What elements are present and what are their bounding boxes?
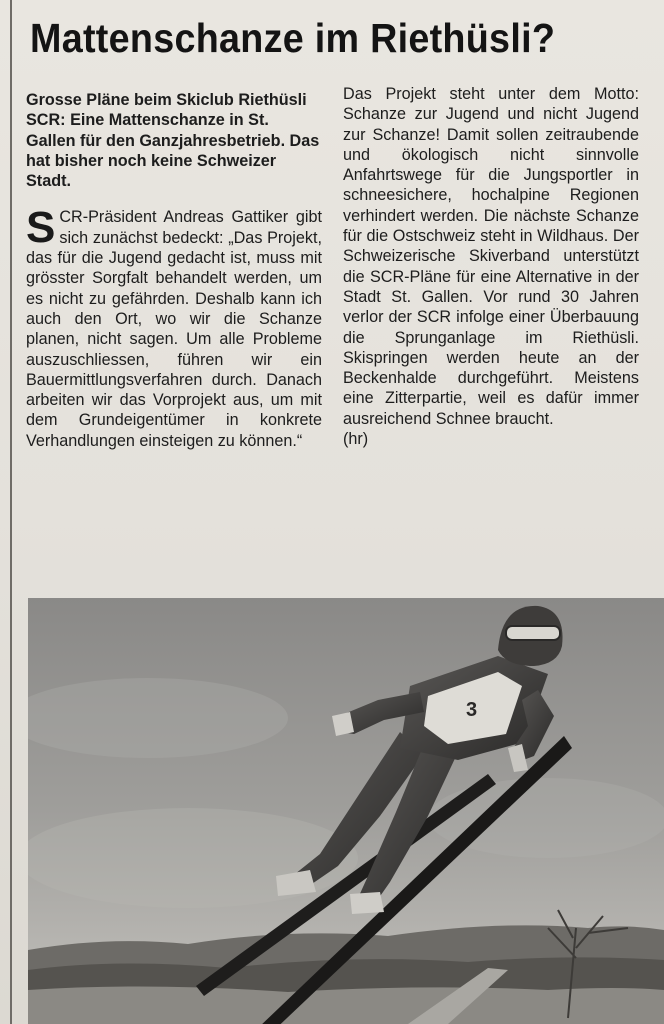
article-lead: Grosse Pläne beim Skiclub Riethüsli SCR: Eine Mattenschanze in St. Gallen für den Ganzjahresbetrieb. Das hat bisher noch keine Schweizer Stadt. <box>26 91 320 191</box>
column-rule <box>10 0 12 1024</box>
left-column <box>26 90 322 451</box>
author-credit: (hr) <box>343 430 369 449</box>
left-glove <box>332 712 354 736</box>
goggles <box>506 626 560 640</box>
body-left-text: CR-Präsident Andreas Gattiker gibt sich zunächst bedeckt: „Das Projekt, das für die Jugend gedacht ist, muss mit grösster Sorgfalt behandelt werden, um es nicht zu gefährden. Deshalb kann ich auch den Ort, wo wir die Schanze planen, nicht sagen. Um alle Probleme auszuschliessen, führen wir ein Bauermittlungsverfahren durch. Danach arbeiten wir das Vorprojekt aus, um mit dem Grundeigentümer in konkrete Verhandlungen einsteigen zu können.“ <box>26 208 322 450</box>
ski-jumper-illustration <box>28 598 664 1024</box>
bib-number: 3 <box>466 699 478 721</box>
article-headline: Mattenschanze im Riethüsli? <box>30 15 556 61</box>
right-column <box>343 84 639 449</box>
cloud <box>28 808 358 908</box>
body-right-paragraph: Das Projekt steht unter dem Motto: Schanze zur Jugend und nicht Jugend zur Schanze! Damit sollen zeitraubende und ökologisch nicht sinnvolle Anfahrtswege für die Jungsportler in schneesichere, hochalpine Regionen verhindert werden. Die nächste Schanze für die Ostschweiz steht in Wildhaus. Der Schweizerische Skiverband unterstützt die SCR-Pläne für eine Alternative in der Stadt St. Gallen. Vor rund 30 Jahren verlor der SCR infolge einer Überbauung die Sprunganlage im Riethüsli. Skispringen werden heute an der Beckenhalde durchgeführt. Meistens eine Zitterpartie, weil es dafür immer ausreichend Schnee braucht. <box>343 85 639 428</box>
body-left-paragraph <box>26 203 322 451</box>
drop-cap: S <box>26 203 56 253</box>
right-boot <box>350 892 384 914</box>
ski-jumper-photo <box>28 598 664 1024</box>
